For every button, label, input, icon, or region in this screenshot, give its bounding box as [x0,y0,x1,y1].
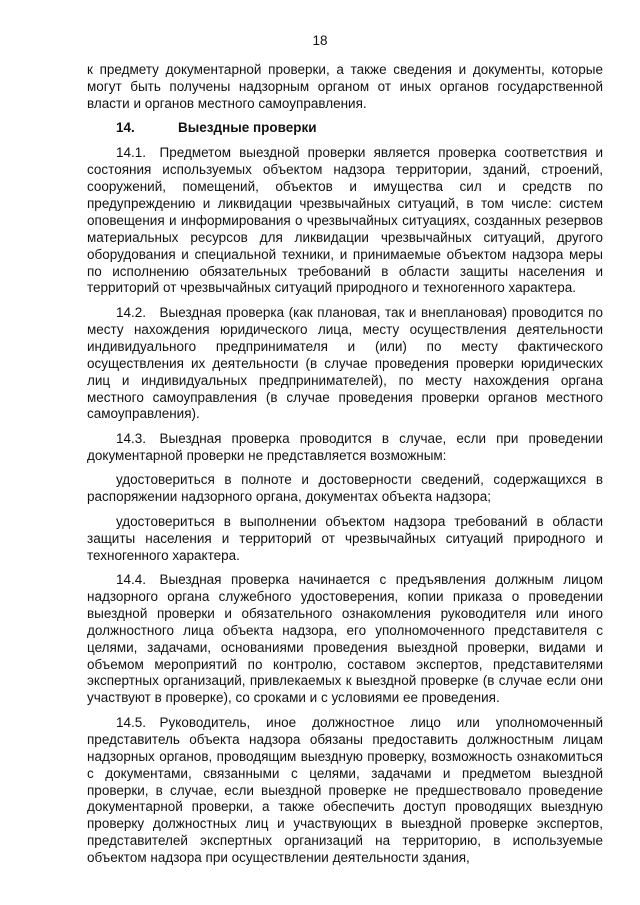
paragraph-14-3-item-b: удостовериться в выполнении объектом надзора требований в области защиты населения и территорий от чрезвычайных ситуаций природного и техногенного характера. [87,513,603,563]
page-number: 18 [312,33,328,48]
paragraph-14-1: 14.1. Предметом выездной проверки является проверка соответствия и состояния используемых объектом надзора территории, зданий, строений, сооружений, помещений, объектов и имущества сил и средств по предупреждению и ликвидации чрезвычайных ситуаций, в том числе: систем оповещения и информирования о чрезвычайных ситуациях, созданных резервов материальных ресурсов для ликвидации чрезвычайных ситуаций, другого оборудования и специальной техники, и принимаемые объектом надзора меры по исполнению обязательных требований в области защиты населения и территорий от чрезвычайных ситуаций природного и техногенного характера. [87,145,603,296]
section-heading [87,120,603,137]
paragraph-14-3: 14.3. Выездная проверка проводится в случае, если при проведении документарной проверки не представляется возможным: [87,430,603,463]
section-title: Выездные проверки [178,120,317,136]
section-number: 14. [116,120,135,136]
paragraph-14-5: 14.5. Руководитель, иное должностное лицо или уполномоченный представитель объекта надзора обязаны предоставить должностным лицам надзорных органов, проводящим выездную проверку, возможность ознакомиться с документами, связанными с целями, задачами и предметом выездной проверки, в случае, если выездной проверке не предшествовало проведение документарной проверки, а также обеспечить доступ проводящих выездную проверку должностных лиц и участвующих в выездной проверке экспертов, представителей экспертных организаций на территорию, в используемые объектом надзора при осуществлении деятельности здания, [87,714,603,866]
paragraph-continuation: к предмету документарной проверки, а также сведения и документы, которые могут быть получены надзорным органом от иных органов государственной власти и органов местного самоуправления. [87,62,603,111]
document-body [87,62,603,875]
paragraph-14-3-item-a: удостовериться в полноте и достоверности сведений, содержащихся в распоряжении надзорного органа, документах объекта надзора; [87,472,603,505]
paragraph-14-4: 14.4. Выездная проверка начинается с предъявления должным лицом надзорного органа служебного удостоверения, копии приказа о проведении выездной проверки и обязательного ознакомления руководителя или иного должностного лица объекта надзора, его уполномоченного представителя с целями, задачами, основаниями проведения выездной проверки, видами и объемом мероприятий по контролю, составом экспертов, представителями экспертных организаций, привлекаемых к выездной проверке (в случае если они участвуют в проверке), со сроками и с условиями ее проведения. [87,572,603,706]
paragraph-14-2: 14.2. Выездная проверка (как плановая, так и внеплановая) проводится по месту нахождения юридического лица, месту осуществления деятельности индивидуального предпринимателя и (или) по месту фактического осуществления их деятельности (в случае проведения проверки юридических лиц и индивидуальных предпринимателей), по месту нахождения органа местного самоуправления (в случае проведения проверки органов местного самоуправления). [87,304,603,422]
